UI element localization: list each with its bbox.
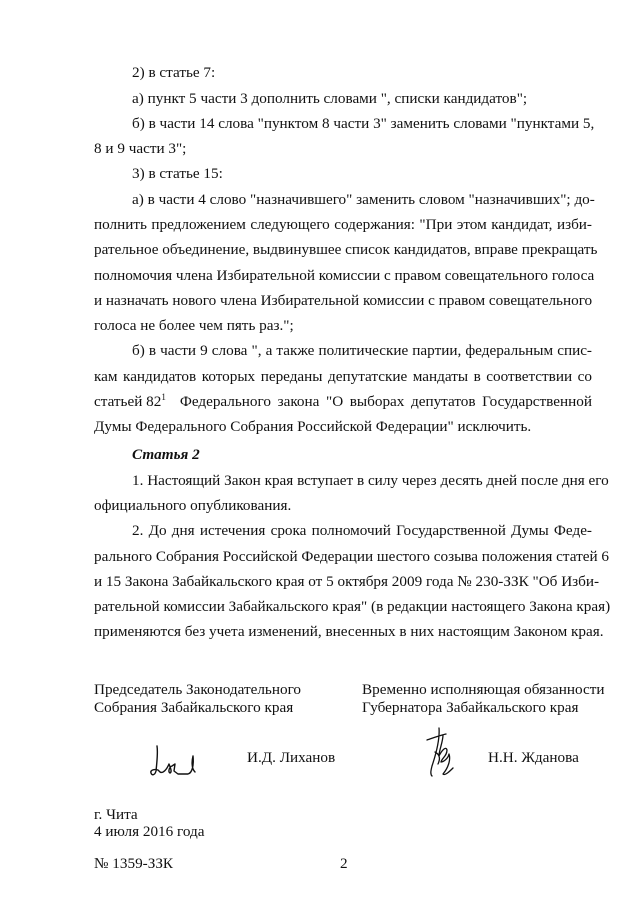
text-line: а) пункт 5 части 3 дополнить словами ", списки кандидатов";: [132, 90, 528, 107]
superscript: 1: [161, 392, 166, 402]
city: г. Чита: [94, 806, 138, 823]
text-line: рального Собрания Российской Федерации шестого созыва положения статей 6: [94, 548, 609, 565]
right-signatory-name: Н.Н. Жданова: [488, 749, 579, 766]
text-line: 8 и 9 части 3";: [94, 140, 187, 157]
text-fragment: Федерального закона "О выборах депутатов Государственной: [179, 393, 592, 410]
text-line: полномочия члена Избирательной комиссии с правом совещательного голоса: [94, 267, 595, 284]
text-line: 2) в статье 7:: [132, 64, 216, 81]
right-signatory-title: Губернатора Забайкальского края: [362, 699, 579, 716]
text-line: 2. До дня истечения срока полномочий Государственной Думы Феде-: [132, 522, 592, 539]
text-line: б) в части 14 слова "пунктом 8 части 3" заменить словами "пунктами 5,: [132, 115, 595, 132]
text-line: официального опубликования.: [94, 497, 292, 514]
date: 4 июля 2016 года: [94, 823, 205, 840]
article-heading: Статья 2: [132, 446, 200, 463]
page-number: 2: [340, 855, 348, 872]
text-line: рательное объединение, выдвинувшее список кандидатов, вправе прекращать: [94, 241, 598, 258]
text-line: 1. Настоящий Закон края вступает в силу через десять дней после дня его: [132, 472, 609, 489]
left-signature-image: [148, 736, 200, 784]
text-line: 3) в статье 15:: [132, 165, 223, 182]
text-line: кам кандидатов которых переданы депутатские мандаты в соответствии со: [94, 368, 592, 385]
left-signatory-name: И.Д. Лиханов: [247, 749, 336, 766]
text-line: а) в части 4 слово "назначившего" заменить словом "назначивших"; до-: [132, 191, 595, 208]
text-fragment: статьей $82^1$: [94, 392, 166, 410]
text-line: рательной комиссии Забайкальского края" (в редакции настоящего Закона края): [94, 598, 611, 615]
right-signature-image: [423, 724, 461, 784]
text-line-with-superscript: [94, 393, 592, 411]
text-line: применяются без учета изменений, внесенных в них настоящим Законом края.: [94, 623, 604, 640]
text-line: полнить предложением следующего содержания: "При этом кандидат, изби-: [94, 216, 592, 233]
text-line: голоса не более чем пять раз.";: [94, 317, 294, 334]
left-signatory-title: Председатель Законодательного: [94, 681, 302, 698]
text-line: и назначать нового члена Избирательной комиссии с правом совещательного: [94, 292, 593, 309]
law-number: № 1359-ЗЗК: [94, 855, 174, 872]
right-signatory-title: Временно исполняющая обязанности: [362, 681, 605, 698]
text-line: б) в части 9 слова ", а также политические партии, федеральным спис-: [132, 342, 592, 359]
left-signatory-title: Собрания Забайкальского края: [94, 699, 294, 716]
text-line: и 15 Закона Забайкальского края от 5 октября 2009 года № 230-ЗЗК "Об Изби-: [94, 573, 600, 590]
text-line: Думы Федерального Собрания Российской Федерации" исключить.: [94, 418, 532, 435]
